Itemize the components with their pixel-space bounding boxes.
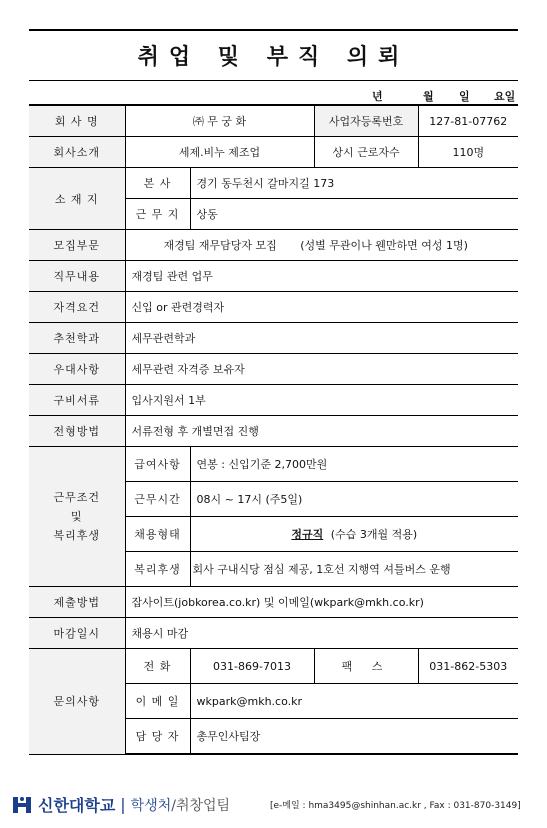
submission-label: 제출방법: [29, 587, 125, 618]
workers-value: 110명: [418, 137, 518, 168]
hq-label: 본 사: [125, 168, 190, 199]
conditions-label-line1: 근무조건: [53, 491, 100, 504]
qualification-value: 신입 or 관련경력자: [125, 292, 518, 323]
document-title: 취업 및 부직 의뢰: [137, 45, 410, 70]
job-desc-value: 재경팀 관련 업무: [125, 261, 518, 292]
welfare-value: 회사 구내식당 점심 제공, 1호선 지행역 셔틀버스 운행: [190, 552, 518, 587]
row-location-hq: [29, 168, 518, 199]
row-preference: [29, 354, 518, 385]
footer-separator: |: [120, 795, 126, 814]
row-selection: [29, 416, 518, 447]
work-place-label: 근 무 지: [125, 199, 190, 230]
hq-value: 경기 동두천시 갈마지길 173: [190, 168, 518, 199]
fax-value: 031-862-5303: [418, 649, 518, 684]
company-intro-label: 회사소개: [29, 137, 125, 168]
row-deadline: [29, 618, 518, 649]
reg-number-value: 127-81-07762: [418, 105, 518, 137]
job-desc-label: 직무내용: [29, 261, 125, 292]
date-weekday: 요일: [494, 90, 516, 103]
recruit-dept-label: 모집부문: [29, 230, 125, 261]
row-job-desc: [29, 261, 518, 292]
salary-label: 급여사항: [125, 447, 190, 482]
recruit-dept-value: 재경팀 재무담당자 모집: [163, 239, 277, 252]
row-inquiry-phone: [29, 649, 518, 684]
row-recommended-major: [29, 323, 518, 354]
date-month: 월: [423, 90, 434, 103]
footer-contact: [e-메일 : hma3495@shinhan.ac.kr , Fax : 031-870-3149]: [270, 801, 521, 811]
preference-label: 우대사항: [29, 354, 125, 385]
submission-value: 잡사이트(jobkorea.co.kr) 및 이메일(wkpark@mkh.co.kr): [125, 587, 518, 618]
qualification-label: 자격요건: [29, 292, 125, 323]
employment-type-cell: [190, 517, 518, 552]
welfare-label: 복리후생: [125, 552, 190, 587]
employment-type-label: 채용형태: [125, 517, 190, 552]
job-request-form: [29, 104, 518, 755]
person-label: 담 당 자: [125, 719, 190, 755]
university-logo-icon: [12, 795, 34, 815]
recruit-dept-cell: [125, 230, 518, 261]
preference-value: 세무관련 자격증 보유자: [125, 354, 518, 385]
recruit-dept-note: (성별 무관이나 웬만하면 여성 1명): [300, 239, 468, 252]
employment-type-note: (수습 3개월 적용): [330, 528, 418, 541]
employment-type-value: 정규직: [291, 528, 324, 541]
company-name-label: 회 사 명: [29, 105, 125, 137]
footer-logo: [12, 793, 230, 816]
documents-label: 구비서류: [29, 385, 125, 416]
documents-value: 입사지원서 1부: [125, 385, 518, 416]
reg-number-label: 사업자등록번호: [314, 105, 418, 137]
row-salary: [29, 447, 518, 482]
work-place-value: 상동: [190, 199, 518, 230]
footer-dept: [131, 795, 230, 815]
deadline-label: 마감일시: [29, 618, 125, 649]
university-name: 신한대학교: [38, 796, 116, 815]
fax-label: 팩 스: [314, 649, 418, 684]
hours-value: 08시 ~ 17시 (주5일): [190, 482, 518, 517]
selection-value: 서류전형 후 개별면접 진행: [125, 416, 518, 447]
hours-label: 근무시간: [125, 482, 190, 517]
footer-slash: /: [171, 797, 176, 814]
inquiry-label: 문의사항: [29, 649, 125, 755]
phone-label: 전 화: [125, 649, 190, 684]
person-value: 총무인사팀장: [190, 719, 518, 755]
email-label: 이 메 일: [125, 684, 190, 719]
career-team: 취창업팀: [175, 797, 231, 814]
company-name-value: ㈜ 무 궁 화: [125, 105, 314, 137]
deadline-value: 채용시 마감: [125, 618, 518, 649]
salary-value: 연봉 : 신입기준 2,700만원: [190, 447, 518, 482]
recommended-major-value: 세무관련학과: [125, 323, 518, 354]
top-rule: [29, 29, 518, 31]
company-intro-value: 세제.비누 제조업: [125, 137, 314, 168]
recommended-major-label: 추천학과: [29, 323, 125, 354]
row-company-intro: [29, 137, 518, 168]
conditions-label-line2: 및: [70, 510, 83, 523]
row-recruit-dept: [29, 230, 518, 261]
row-company-name: [29, 105, 518, 137]
conditions-label: [29, 447, 125, 587]
conditions-label-line3: 복리후생: [53, 529, 100, 542]
selection-label: 전형방법: [29, 416, 125, 447]
phone-value: 031-869-7013: [190, 649, 314, 684]
date-day: 일: [459, 90, 470, 103]
title-rule: [29, 80, 518, 81]
email-value: wkpark@mkh.co.kr: [190, 684, 518, 719]
location-label: 소 재 지: [29, 168, 125, 230]
row-qualification: [29, 292, 518, 323]
row-documents: [29, 385, 518, 416]
workers-label: 상시 근로자수: [314, 137, 418, 168]
row-submission: [29, 587, 518, 618]
date-year: 년: [372, 90, 383, 103]
student-affairs: 학생처: [130, 797, 172, 814]
